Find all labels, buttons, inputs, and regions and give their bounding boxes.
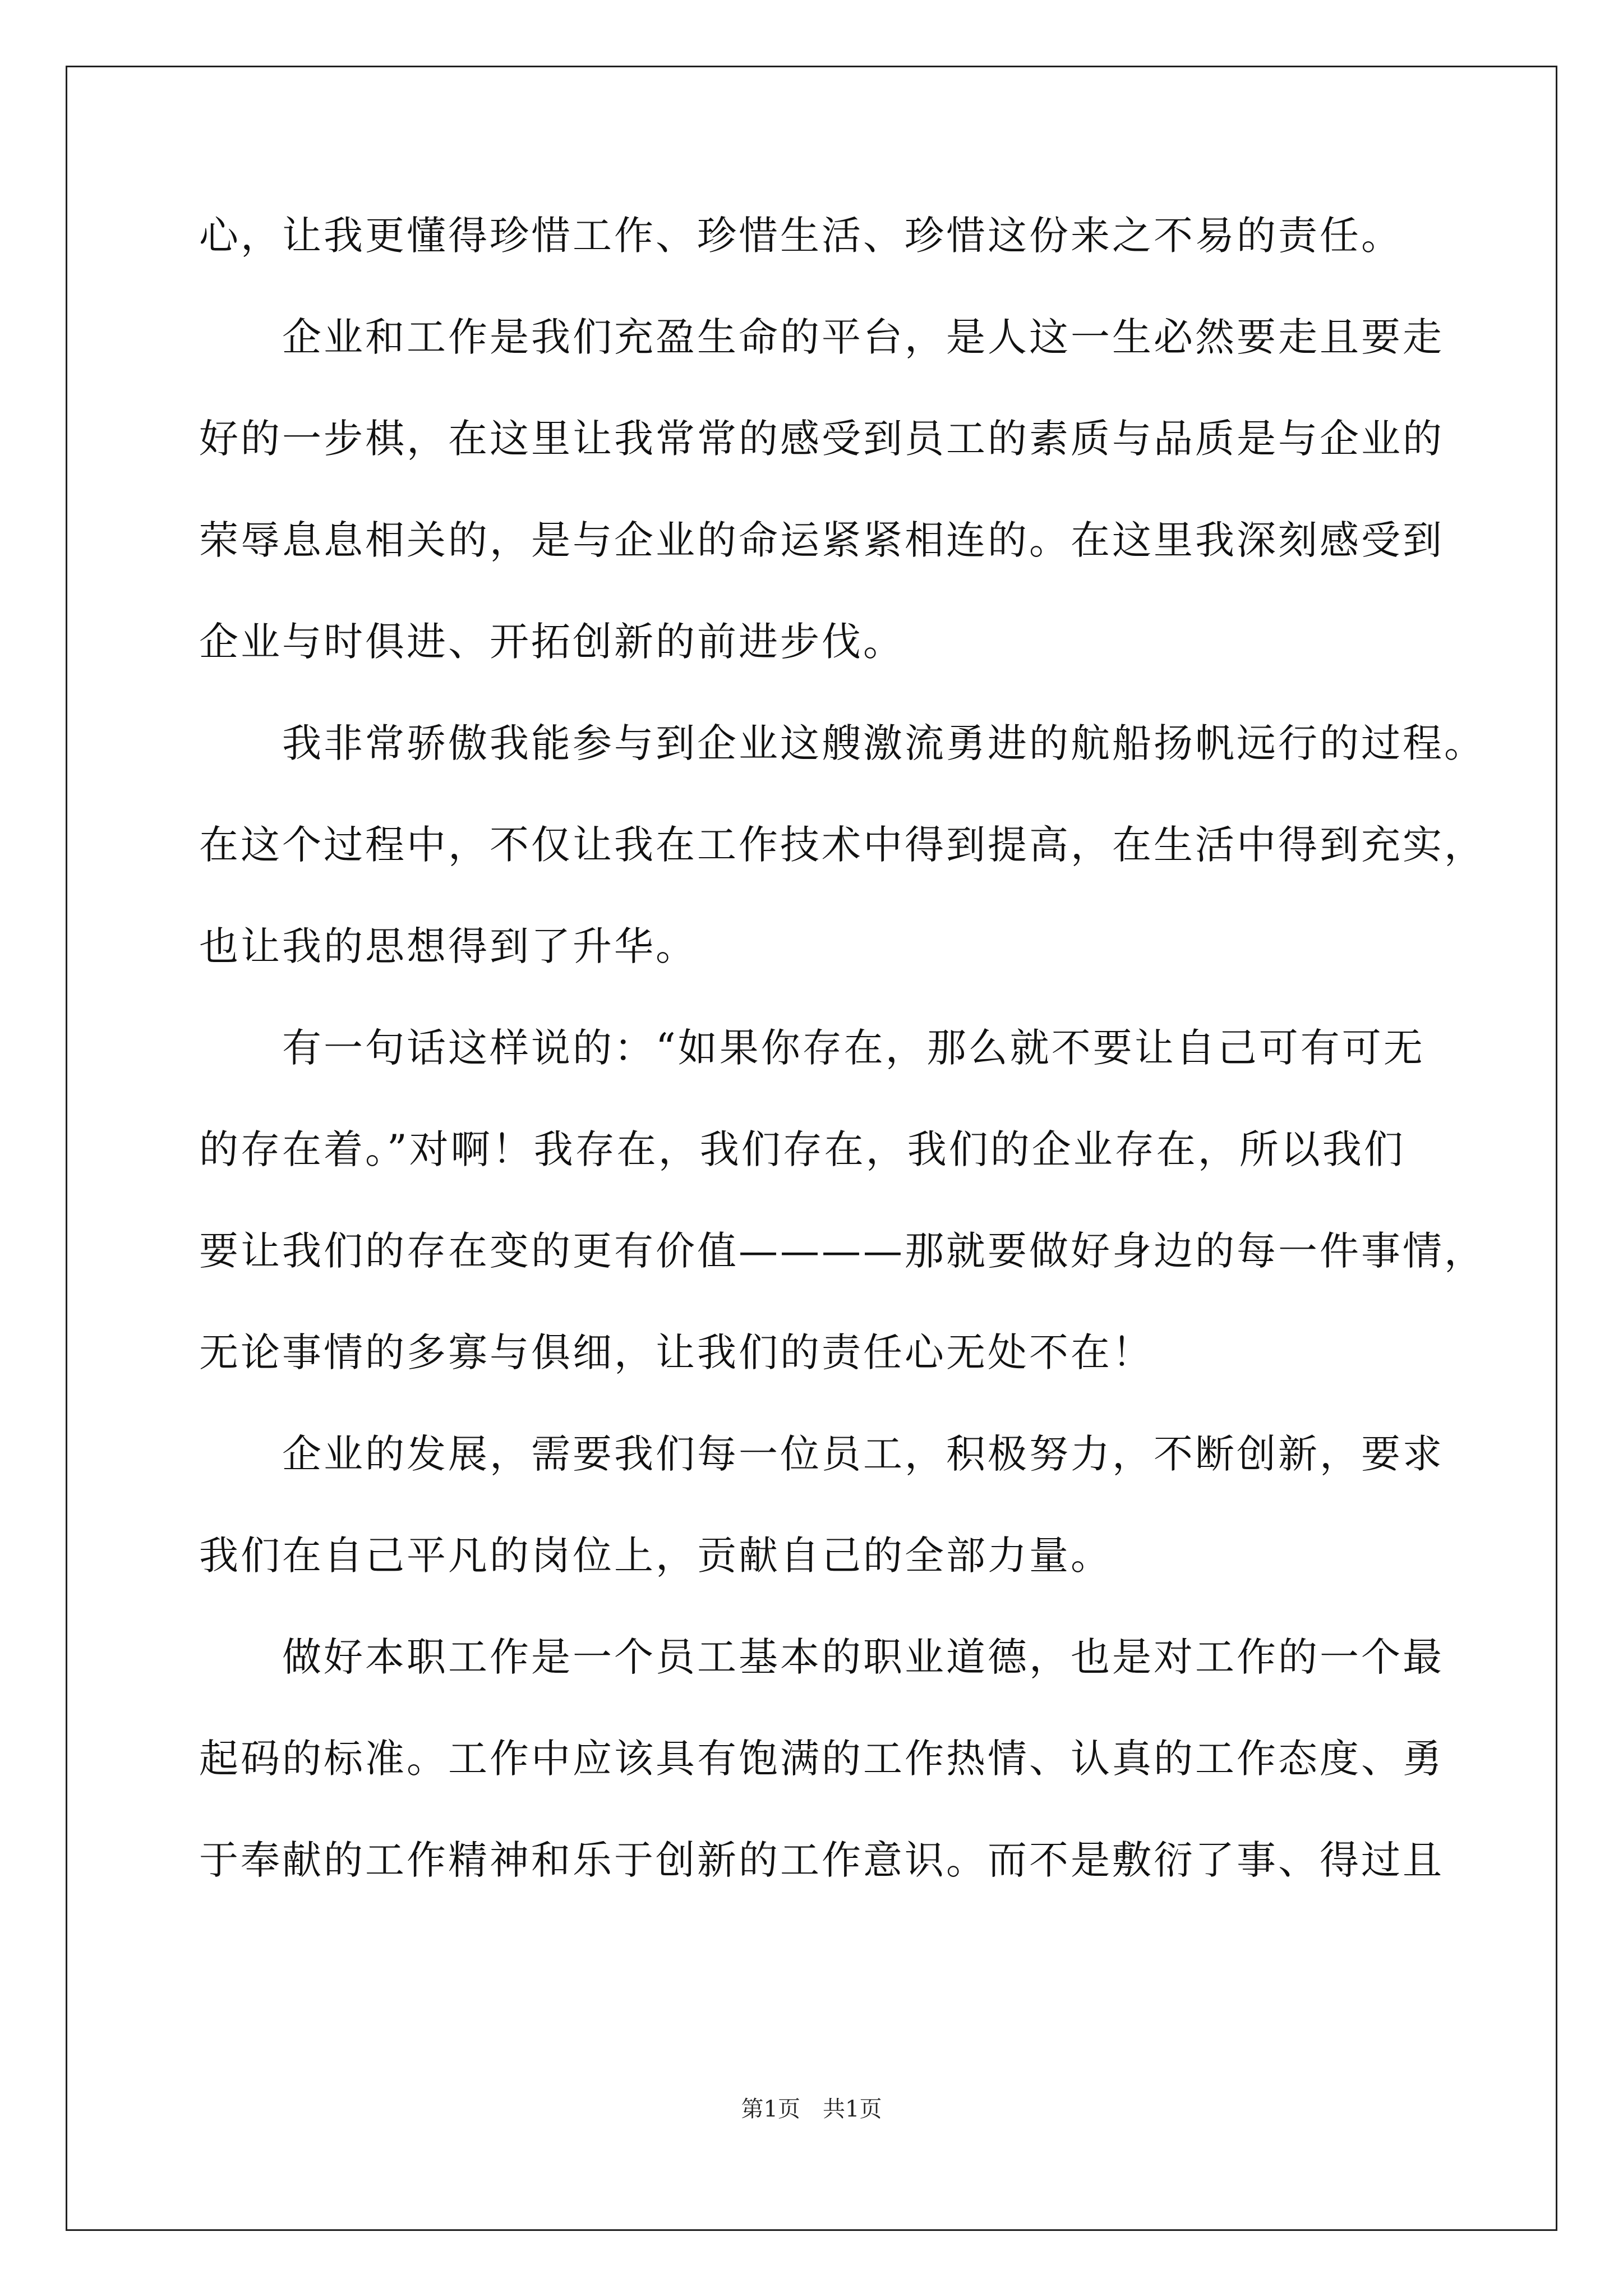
text-line: 我们在自己平凡的岗位上，贡献自己的全部力量。 (199, 1533, 1112, 1579)
text-line: 要让我们的存在变的更有价值————那就要做好身边的每一件事情， (199, 1228, 1486, 1274)
text-line: 好的一步棋，在这里让我常常的感受到员工的素质与品质是与企业的 (199, 416, 1444, 462)
text-line: 有一句话这样说的：“如果你存在，那么就不要让自己可有可无 (199, 1025, 1425, 1071)
text-line: 企业的发展，需要我们每一位员工，积极努力，不断创新，要求 (199, 1431, 1444, 1477)
text-line: 我非常骄傲我能参与到企业这艘激流勇进的航船扬帆远行的过程。 (199, 720, 1486, 766)
text-line: 做好本职工作是一个员工基本的职业道德，也是对工作的一个最 (199, 1634, 1444, 1680)
text-line: 无论事情的多寡与俱细，让我们的责任心无处不在！ (199, 1329, 1154, 1375)
text-line: 企业和工作是我们充盈生命的平台，是人这一生必然要走且要走 (199, 314, 1444, 360)
text-line: 荣辱息息相关的，是与企业的命运紧紧相连的。在这里我深刻感受到 (199, 517, 1444, 563)
text-line: 于奉献的工作精神和乐于创新的工作意识。而不是敷衍了事、得过且 (199, 1837, 1444, 1883)
text-line: 在这个过程中，不仅让我在工作技术中得到提高，在生活中得到充实， (199, 822, 1486, 868)
text-line: 也让我的思想得到了升华。 (199, 923, 697, 969)
page-footer: 第1页 共1页 (741, 2096, 882, 2122)
text-line: 的存在着。”对啊！我存在，我们存在，我们的企业存在，所以我们 (199, 1126, 1405, 1172)
text-line: 起码的标准。工作中应该具有饱满的工作热情、认真的工作态度、勇 (199, 1736, 1444, 1782)
text-line: 心，让我更懂得珍惜工作、珍惜生活、珍惜这份来之不易的责任。 (199, 213, 1403, 259)
text-line: 企业与时俱进、开拓创新的前进步伐。 (199, 619, 905, 665)
